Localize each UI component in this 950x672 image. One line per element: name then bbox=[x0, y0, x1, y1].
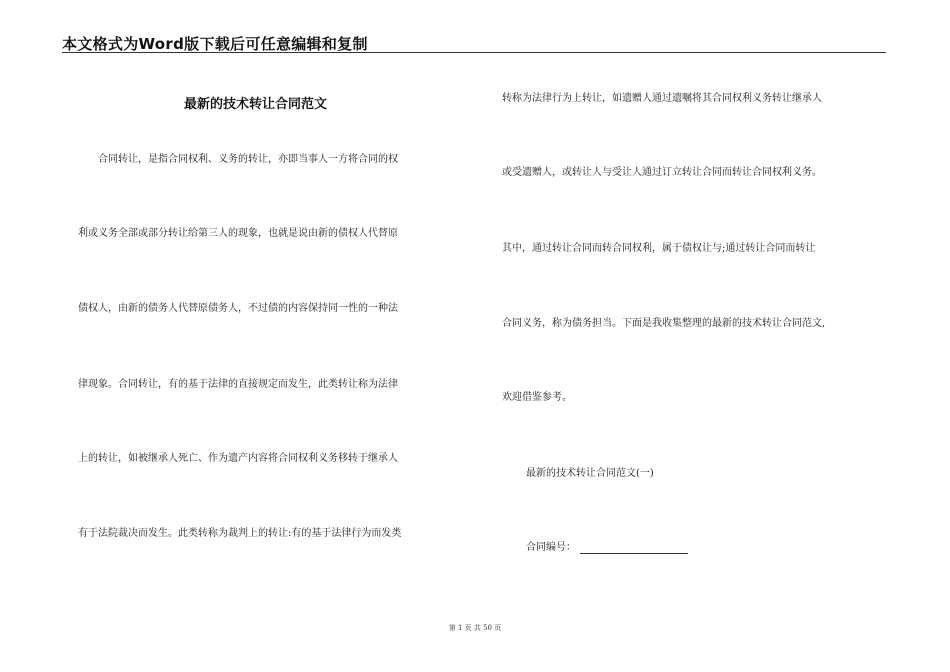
paragraph-line: 债权人，由新的债务人代替原债务人，不过债的内容保持同一性的一种法 bbox=[78, 303, 398, 314]
paragraph-line: 其中，通过转让合同而转合同权利，属于债权让与;通过转让合同而转让 bbox=[502, 243, 816, 254]
section-heading: 最新的技术转让合同范文(一) bbox=[526, 468, 654, 479]
paragraph-line: 欢迎借鉴参考。 bbox=[502, 392, 572, 403]
paragraph-line: 上的转让，如被继承人死亡、作为遗产内容将合同权利义务移转于继承人 bbox=[78, 453, 398, 464]
paragraph-line: 合同义务，称为债务担当。下面是我收集整理的最新的技术转让合同范文, bbox=[502, 318, 826, 329]
paragraph-line: 转称为法律行为上转让，如遗赠人通过遗嘱将其合同权利义务转让继承人 bbox=[502, 93, 822, 104]
document-header-banner: 本文格式为Word版下载后可任意编辑和复制 bbox=[62, 35, 368, 53]
paragraph-line: 利或义务全部或部分转让给第三人的现象，也就是说由新的债权人代替原 bbox=[78, 228, 398, 239]
paragraph-line: 律现象。合同转让，有的基于法律的直接规定而发生，此类转让称为法律 bbox=[78, 379, 398, 390]
paragraph-line: 或受遗赠人，或转让人与受让人通过订立转让合同而转让合同权利义务。 bbox=[502, 167, 822, 178]
page-number-footer: 第 1 页 共 50 页 bbox=[448, 624, 502, 632]
document-title: 最新的技术转让合同范文 bbox=[184, 97, 328, 112]
contract-number-blank bbox=[580, 543, 688, 554]
paragraph-line: 合同转让，是指合同权利、义务的转让，亦即当事人一方将合同的权 bbox=[98, 154, 398, 165]
paragraph-line: 有于法院裁决而发生。此类转称为裁判上的转让:有的基于法律行为而发类 bbox=[78, 528, 402, 539]
header-divider bbox=[62, 52, 886, 53]
contract-number-label: 合同编号： bbox=[526, 542, 576, 553]
contract-number-row bbox=[526, 542, 688, 554]
